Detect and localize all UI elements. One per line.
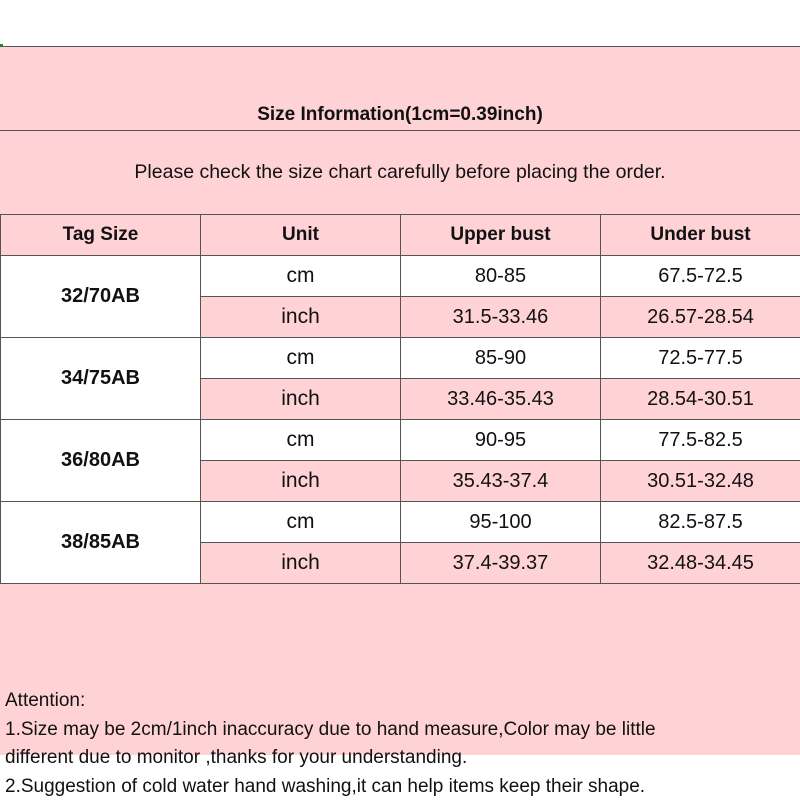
- tag-size-cell: 32/70AB: [1, 256, 201, 338]
- tag-size-cell: 36/80AB: [1, 420, 201, 502]
- tag-size-cell: 34/75AB: [1, 338, 201, 420]
- under-bust-cell: 67.5-72.5: [601, 256, 800, 297]
- under-bust-cell: 72.5-77.5: [601, 338, 800, 379]
- upper-bust-cell: 80-85: [401, 256, 601, 297]
- table-header-row: [1, 215, 800, 256]
- unit-cell: cm: [201, 338, 401, 379]
- unit-cell: cm: [201, 502, 401, 543]
- size-table: [0, 214, 800, 584]
- under-bust-cell: 26.57-28.54: [601, 297, 800, 338]
- attention-line: 1.Size may be 2cm/1inch inaccuracy due to hand measure,Color may be little: [5, 716, 794, 745]
- attention-line: 2.Suggestion of cold water hand washing,it can help items keep their shape.: [5, 773, 794, 801]
- attention-line: different due to monitor ,thanks for your understanding.: [5, 744, 794, 773]
- header-tag-size: Tag Size: [1, 215, 201, 256]
- attention-notes: [0, 587, 800, 755]
- unit-cell: cm: [201, 256, 401, 297]
- upper-bust-cell: 95-100: [401, 502, 601, 543]
- header-upper-bust: Upper bust: [401, 215, 601, 256]
- attention-heading: Attention:: [5, 687, 794, 716]
- under-bust-cell: 82.5-87.5: [601, 502, 800, 543]
- table-row: [1, 420, 800, 461]
- tag-size-cell: 38/85AB: [1, 502, 201, 584]
- header-under-bust: Under bust: [601, 215, 800, 256]
- chart-title: Size Information(1cm=0.39inch): [0, 47, 800, 131]
- upper-bust-cell: 85-90: [401, 338, 601, 379]
- upper-bust-cell: 33.46-35.43: [401, 379, 601, 420]
- size-chart: [0, 46, 800, 754]
- under-bust-cell: 30.51-32.48: [601, 461, 800, 502]
- upper-bust-cell: 31.5-33.46: [401, 297, 601, 338]
- unit-cell: inch: [201, 379, 401, 420]
- upper-bust-cell: 90-95: [401, 420, 601, 461]
- under-bust-cell: 28.54-30.51: [601, 379, 800, 420]
- chart-subtitle: Please check the size chart carefully before placing the order.: [0, 131, 800, 215]
- unit-cell: cm: [201, 420, 401, 461]
- unit-cell: inch: [201, 297, 401, 338]
- upper-bust-cell: 37.4-39.37: [401, 543, 601, 584]
- under-bust-cell: 77.5-82.5: [601, 420, 800, 461]
- upper-bust-cell: 35.43-37.4: [401, 461, 601, 502]
- under-bust-cell: 32.48-34.45: [601, 543, 800, 584]
- unit-cell: inch: [201, 543, 401, 584]
- unit-cell: inch: [201, 461, 401, 502]
- header-unit: Unit: [201, 215, 401, 256]
- table-row: [1, 502, 800, 543]
- table-row: [1, 338, 800, 379]
- table-row: [1, 256, 800, 297]
